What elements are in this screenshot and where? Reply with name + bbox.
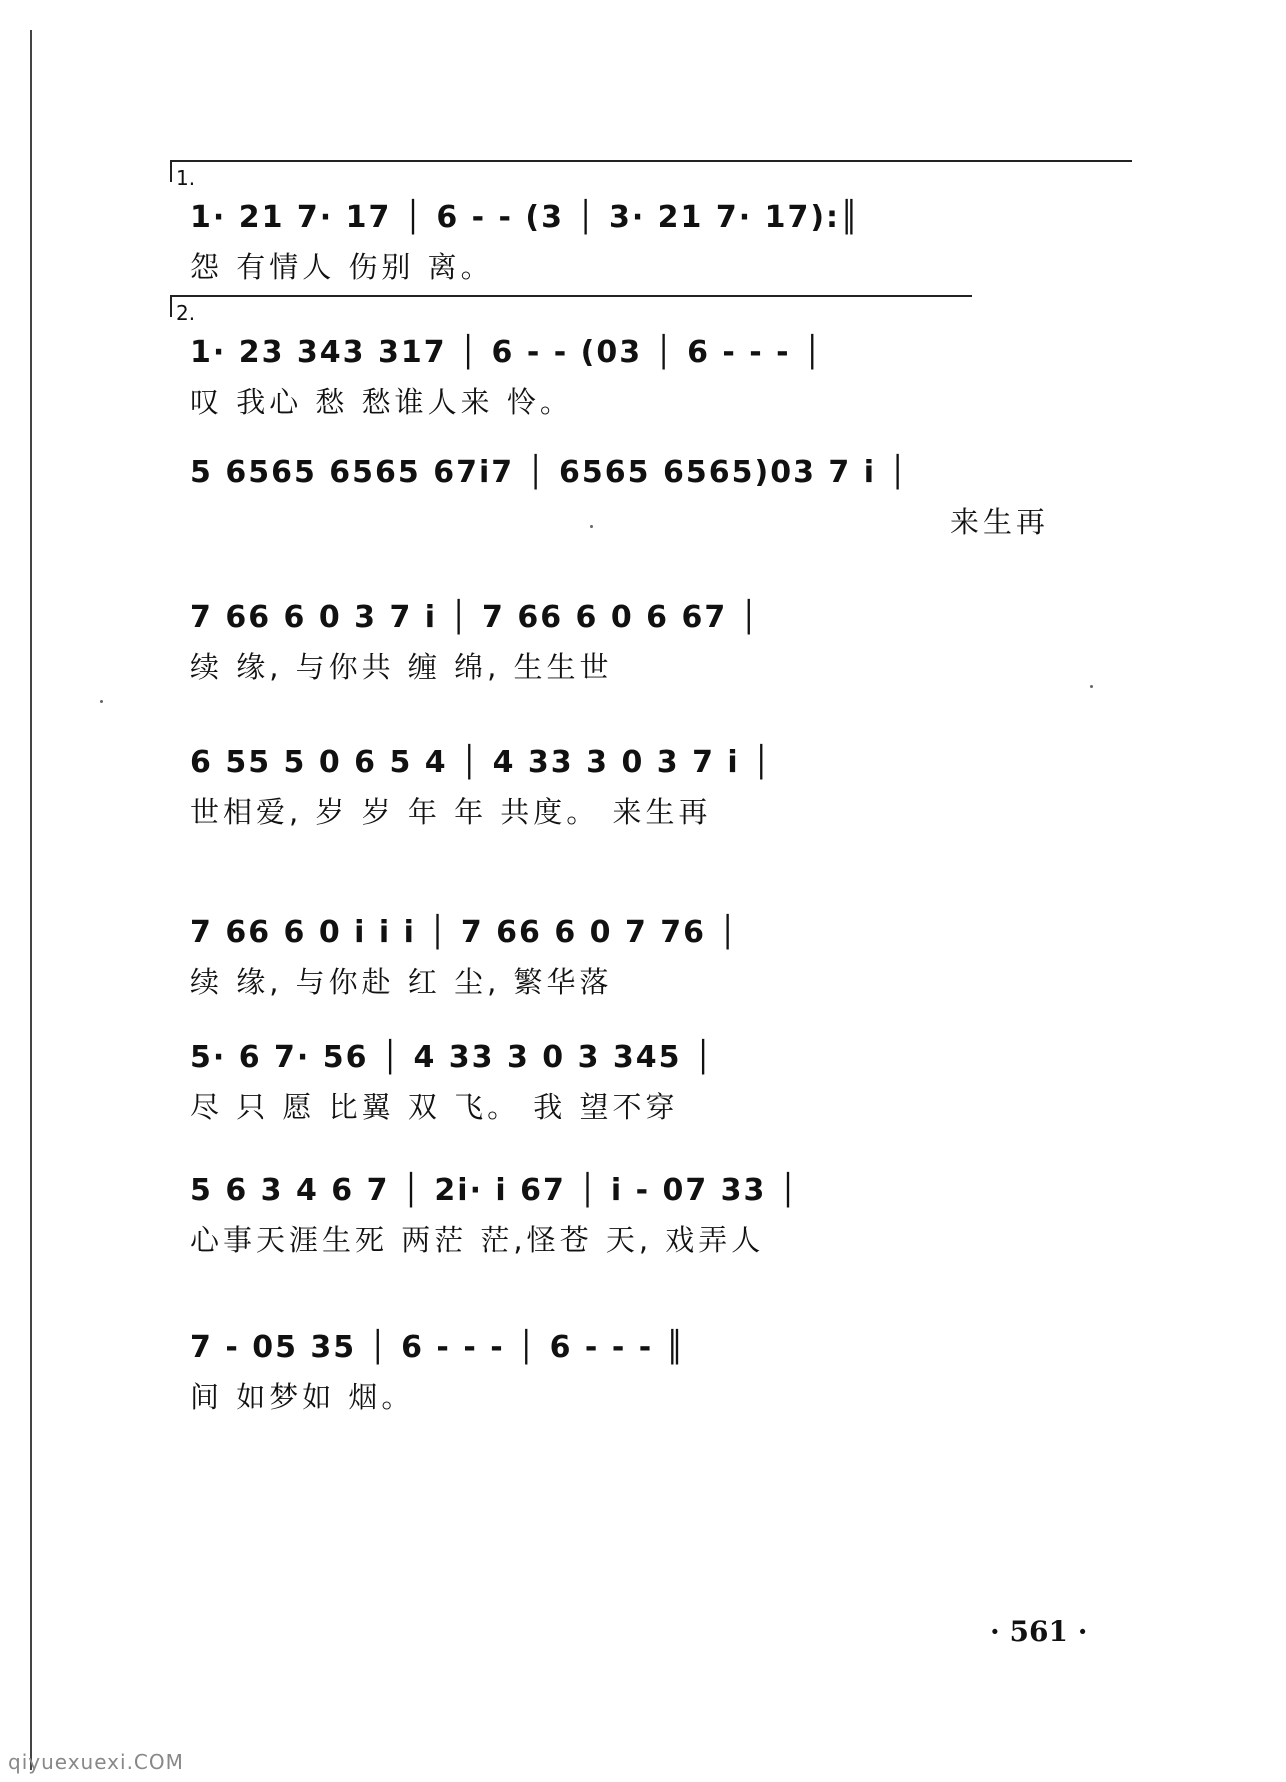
scan-speck xyxy=(1090,685,1093,688)
notation-line-1: 1· 21 7· 17 │ 6 - - (3 │ 3· 21 7· 17):║ xyxy=(190,200,861,235)
lyric-line-1: 怨 有情人 伤别 离。 xyxy=(190,250,494,284)
notation-line-8: 5 6 3 4 6 7 │ 2i· i 67 │ i - 07 33 │ xyxy=(190,1173,799,1208)
score-line-4 xyxy=(190,595,1110,705)
lyric-line-5: 世相爱, 岁 岁 年 年 共度。 来生再 xyxy=(190,795,712,829)
volta-label-1: 1. xyxy=(176,166,196,190)
watermark: qiyuexuexi.COM xyxy=(8,1750,184,1774)
score-line-7 xyxy=(190,1035,1110,1145)
notation-line-4: 7 66 6 0 3 7 i │ 7 66 6 0 6 67 │ xyxy=(190,600,760,635)
score-line-8 xyxy=(190,1168,1110,1278)
score-line-9 xyxy=(190,1325,1110,1435)
notation-line-6: 7 66 6 0 i i i │ 7 66 6 0 7 76 │ xyxy=(190,915,739,950)
notation-line-9: 7 - 05 35 │ 6 - - - │ 6 - - - ║ xyxy=(190,1330,686,1365)
scan-speck xyxy=(590,525,593,528)
volta-bracket-2 xyxy=(170,295,972,325)
lyric-line-3: 来生再 xyxy=(950,505,1050,539)
lyric-line-8: 心事天涯生死 两茫 茫,怪苍 天, 戏弄人 xyxy=(190,1223,765,1257)
lyric-line-4: 续 缘, 与你共 缠 绵, 生生世 xyxy=(190,650,613,684)
notation-line-3: 5 6565 6565 67i7 │ 6565 6565)03 7 i │ xyxy=(190,455,909,490)
lyric-line-2: 叹 我心 愁 愁谁人来 怜。 xyxy=(190,385,573,419)
notation-line-7: 5· 6 7· 56 │ 4 33 3 0 3 345 │ xyxy=(190,1040,715,1075)
score-line-5 xyxy=(190,740,1110,850)
score-line-6 xyxy=(190,910,1110,1020)
notation-line-5: 6 55 5 0 6 5 4 │ 4 33 3 0 3 7 i │ xyxy=(190,745,773,780)
volta-bracket-1 xyxy=(170,160,1132,190)
notation-line-2: 1· 23 343 317 │ 6 - - (03 │ 6 - - - │ xyxy=(190,335,824,370)
scan-speck xyxy=(100,700,103,703)
score-line-2 xyxy=(176,295,1110,425)
page-number: · 561 · xyxy=(990,1615,1088,1648)
lyric-line-6: 续 缘, 与你赴 红 尘, 繁华落 xyxy=(190,965,613,999)
lyric-line-9: 间 如梦如 烟。 xyxy=(190,1380,415,1414)
score-line-3 xyxy=(190,450,1110,560)
volta-label-2: 2. xyxy=(176,301,196,325)
lyric-line-7: 尽 只 愿 比翼 双 飞。 我 望不穿 xyxy=(190,1090,679,1124)
score-line-1 xyxy=(176,160,1110,290)
page-margin-line xyxy=(30,30,32,1770)
